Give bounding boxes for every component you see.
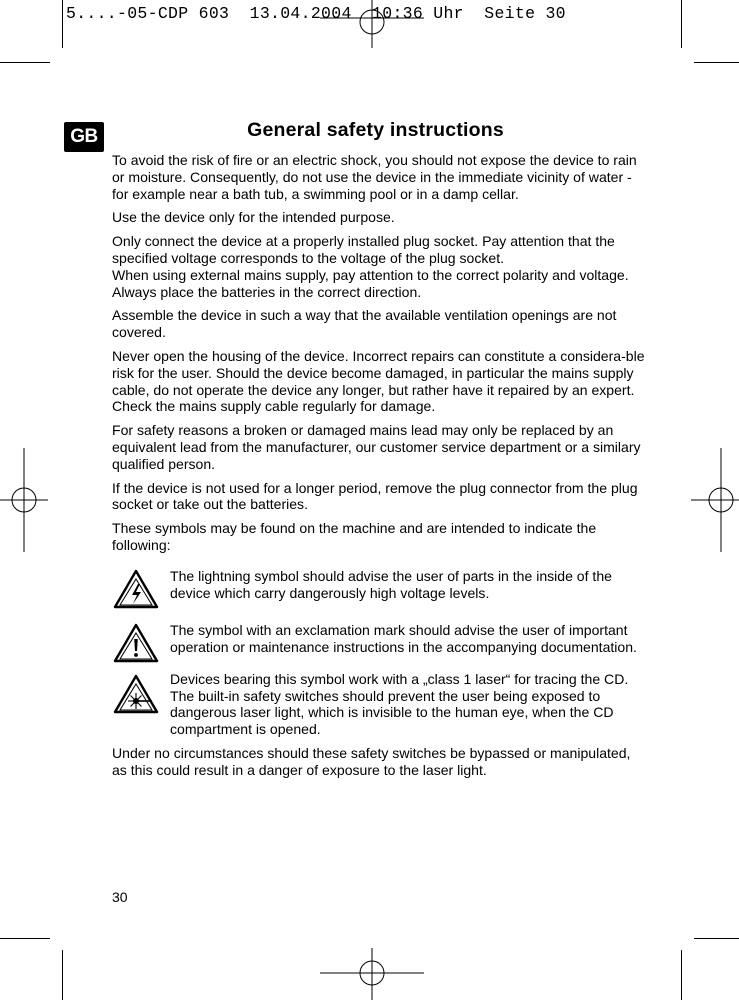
page-number: 30 bbox=[112, 889, 128, 905]
body-text bbox=[112, 152, 646, 786]
paragraph-line: Only connect the device at a properly installed plug socket. Pay attention that the specified voltage corresponds to the voltage of the plug socket. bbox=[112, 233, 615, 266]
paragraph-line: When using external mains supply, pay attention to the correct polarity and voltage. Always place the batteries in the correct direction. bbox=[112, 266, 629, 300]
crop-mark bbox=[0, 62, 50, 63]
exclamation-warning-icon bbox=[112, 622, 160, 664]
symbol-description: Devices bearing this symbol work with a „class 1 laser“ for tracing the CD. The built-in safety switches should prevent the user being exposed to dangerous laser light, which is invisible to the human eye, when the CD compartment is opened. bbox=[170, 670, 629, 738]
paragraph: To avoid the risk of fire or an electric shock, you should not expose the device to rain or moisture. Consequently, do not use the device in the immediate vicinity of water - for example near a bath tub, a swimming pool or in a damp cellar. bbox=[112, 152, 637, 202]
symbol-item bbox=[112, 568, 646, 610]
paragraph: Use the device only for the intended purpose. bbox=[112, 209, 395, 226]
print-slug: 5....-05-CDP 603 13.04.2004 10:36 Uhr Seite 30 bbox=[66, 4, 566, 23]
paragraph: For safety reasons a broken or damaged mains lead may only be replaced by an equivalent lead from the manufacturer, our customer service department or a similary qualified person. bbox=[112, 422, 641, 472]
symbol-description: The symbol with an exclamation mark should advise the user of important operation or maintenance instructions in the accompanying documentation. bbox=[170, 621, 637, 655]
crop-mark bbox=[694, 62, 739, 63]
crop-mark bbox=[694, 938, 739, 939]
symbol-item bbox=[112, 622, 646, 664]
crop-mark bbox=[62, 950, 63, 1000]
registration-mark-bottom bbox=[320, 948, 424, 1000]
crop-mark bbox=[681, 0, 682, 48]
registration-mark-left bbox=[0, 448, 48, 552]
paragraph: Never open the housing of the device. Incorrect repairs can constitute a considera-ble risk for the user. Should the device become damaged, in particular the mains supply cable, do not operate the device any longer, but rather have it repaired by an expert. Check the mains supply cable regularly for damage. bbox=[112, 347, 645, 415]
crop-mark bbox=[0, 938, 50, 939]
crop-mark bbox=[681, 950, 682, 1000]
lightning-warning-icon bbox=[112, 568, 160, 610]
paragraph: These symbols may be found on the machine and are intended to indicate the following: bbox=[112, 520, 597, 553]
paragraph: Assemble the device in such a way that the available ventilation openings are not covered. bbox=[112, 307, 617, 341]
registration-mark-top bbox=[320, 0, 424, 48]
page-title: General safety instructions bbox=[247, 119, 504, 141]
registration-mark-right bbox=[691, 448, 739, 552]
laser-warning-icon bbox=[112, 673, 160, 715]
paragraph: If the device is not used for a longer period, remove the plug connector from the plug socket or take out the batteries. bbox=[112, 479, 638, 513]
language-badge: GB bbox=[64, 122, 104, 152]
crop-mark bbox=[62, 0, 63, 48]
closing-paragraph: Under no circumstances should these safety switches be bypassed or manipulated, as this could result in a danger of exposure to the laser light. bbox=[112, 744, 631, 778]
paragraph bbox=[112, 233, 646, 300]
symbol-item bbox=[112, 671, 646, 738]
symbol-description: The lightning symbol should advise the user of parts in the inside of the device which carry dangerously high voltage levels. bbox=[170, 567, 612, 601]
